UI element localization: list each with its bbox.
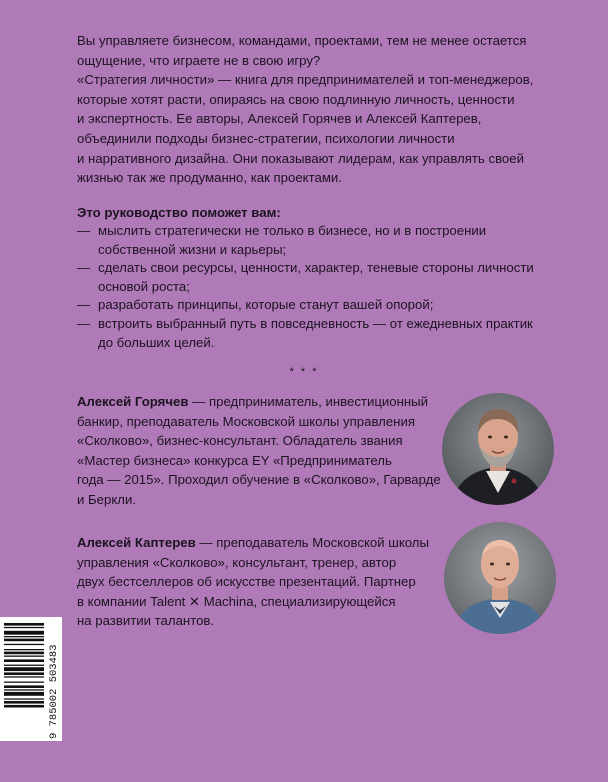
- list-item-line: собственной жизни и карьеры;: [98, 241, 287, 257]
- list-item: [77, 315, 547, 352]
- list-item-line: до больших целей.: [98, 334, 215, 350]
- bio-text: — преподаватель Московской школы: [195, 535, 429, 550]
- intro-line: жизнью так же продуманно, как проектами.: [77, 170, 342, 186]
- author-bio-goryachev: [77, 392, 442, 510]
- bio-line: двух бестселлеров об искусстве презентаций. Партнер: [77, 574, 416, 590]
- barcode-bar: [4, 685, 44, 688]
- barcode-bar: [4, 659, 44, 662]
- author-photo-kapterev: [444, 522, 556, 634]
- barcode-digits: [48, 619, 60, 739]
- intro-line: и экспертность. Ее авторы, Алексей Горячев и Алексей Каптерев,: [77, 111, 482, 127]
- list-item-line: разработать принципы, которые станут вашей опорой;: [98, 297, 434, 313]
- barcode-bar: [4, 644, 44, 645]
- list-item-line: основой роста;: [98, 278, 190, 294]
- barcode-bar: [4, 705, 44, 708]
- barcode-bar: [4, 672, 44, 675]
- list-item: [77, 296, 547, 315]
- bio-line: «Сколково», бизнес-консультант. Обладатель звания: [77, 433, 403, 449]
- list-item-line: встроить выбранный путь в повседневность — от ежедневных практик: [98, 315, 533, 331]
- bio-text: — предприниматель, инвестиционный: [188, 394, 429, 409]
- bio-line: управления «Сколково», консультант, тренер, автор: [77, 554, 397, 570]
- barcode-bar: [4, 698, 44, 699]
- barcode-bar: [4, 623, 44, 626]
- barcode-bar: [4, 692, 44, 696]
- barcode-bar: [4, 652, 44, 655]
- list-item-line: сделать свои ресурсы, ценности, характер, теневые стороны личности: [98, 260, 534, 276]
- bio-line: и Беркли.: [77, 491, 136, 507]
- author-bio-kapterev: [77, 533, 442, 631]
- bio-line: «Мастер бизнеса» конкурса EY «Предприниматель: [77, 452, 392, 468]
- guide-list: [77, 222, 547, 352]
- barcode-bar: [4, 665, 44, 666]
- barcode-bar: [4, 676, 44, 677]
- barcode-bar: [4, 649, 44, 650]
- intro-line: объединили подходы бизнес-стратегии, психологии личности: [77, 130, 455, 146]
- section-separator: * * *: [289, 366, 319, 378]
- isbn-barcode: [0, 617, 62, 741]
- barcode-number: 9 785002 503483: [48, 644, 60, 739]
- author-name: Алексей Каптерев: [77, 535, 196, 550]
- intro-text: [77, 31, 547, 188]
- intro-line: и нарративного дизайна. Они показывают лидерам, как управлять своей: [77, 150, 524, 166]
- list-dash: —: [77, 260, 91, 276]
- list-dash: —: [77, 297, 91, 313]
- list-item: [77, 259, 547, 296]
- author-photo-goryachev: [442, 393, 554, 505]
- barcode-bar: [4, 667, 44, 671]
- list-item: [77, 222, 547, 259]
- barcode-bar: [4, 627, 44, 628]
- bio-line: в компании Talent ✕ Machina, специализирующейся: [77, 593, 396, 609]
- bio-line: банкир, преподаватель Московской школы управления: [77, 413, 415, 429]
- bio-line: на развитии талантов.: [77, 613, 215, 629]
- intro-line: Вы управляете бизнесом, командами, проектами, тем не менее остается: [77, 33, 527, 48]
- barcode-bar: [4, 682, 44, 683]
- intro-line: ощущение, что играете не в свою игру?: [77, 52, 321, 68]
- intro-line: «Стратегия личности» — книга для предпринимателей и топ-менеджеров,: [77, 72, 534, 88]
- bio-line: [77, 392, 442, 412]
- barcode-bar: [4, 639, 44, 642]
- guide-heading: Это руководство поможет вам:: [77, 205, 281, 220]
- barcode-bar: [4, 701, 44, 704]
- barcode-bar: [4, 631, 44, 635]
- list-dash: —: [77, 315, 91, 331]
- barcode-bar: [4, 636, 44, 637]
- list-dash: —: [77, 223, 91, 238]
- barcode-bar: [4, 656, 44, 657]
- bio-line: года — 2015». Проходил обучение в «Сколково», Гарварде: [77, 472, 441, 488]
- barcode-bar: [4, 689, 44, 690]
- list-item-line: мыслить стратегически не только в бизнесе, но и в построении: [98, 223, 487, 238]
- intro-line: которые хотят расти, опираясь на свою подлинную личность, ценности: [77, 91, 515, 107]
- bio-line: [77, 533, 442, 553]
- author-name: Алексей Горячев: [77, 394, 189, 409]
